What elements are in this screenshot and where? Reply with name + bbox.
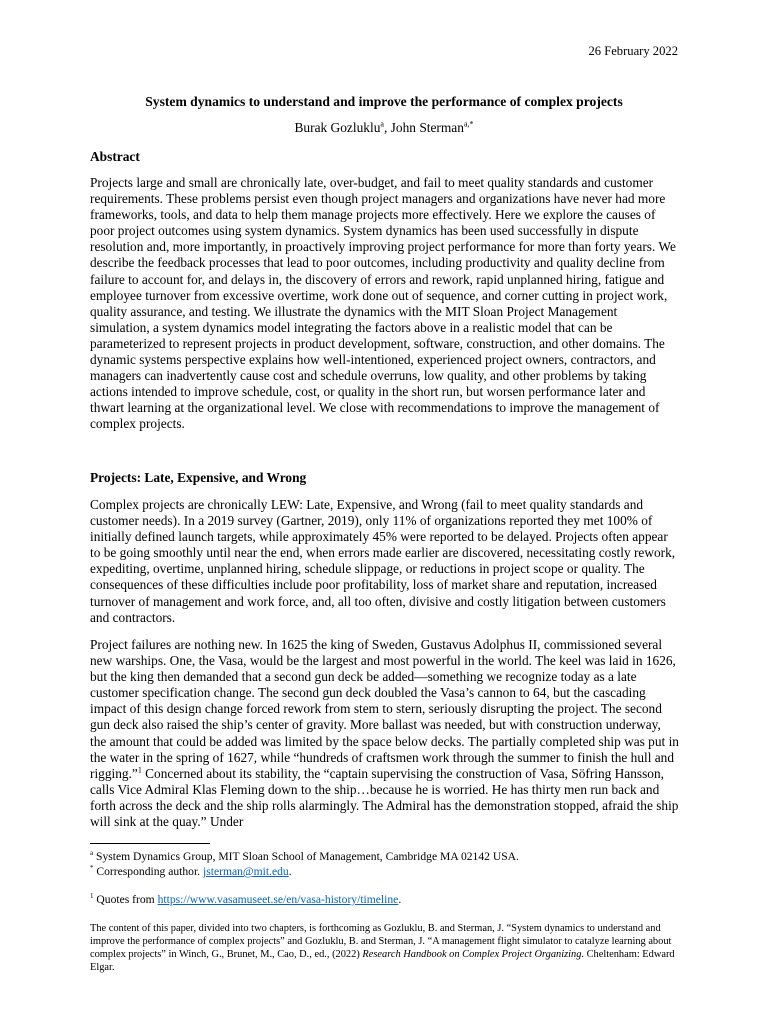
body-paragraph: Complex projects are chronically LEW: Late, Expensive, and Wrong (fail to meet quality standards and customer needs). In a 2019 survey (Gartner, 2019), only 11% of organizations reported they met 100% of initially defined launch targets, while approximately 45% were reported to be delayed. Projects often appear to be going smoothly until near the end, when errors made earlier are discovered, necessitating costly rework, expediting, overtime, unplanned hiring, schedule slippage, or reductions in project scope or quality. The consequences of these difficulties include poor profitability, loss of market share and reputation, increased turnover of management and work force, and, all too often, divisive and costly litigation between customers and contractors. (90, 497, 676, 625)
footnote-divider (90, 843, 210, 844)
footnote-1 (90, 893, 401, 907)
abstract-heading: Abstract (90, 149, 140, 164)
footnote-mark: a (90, 849, 94, 858)
author-affiliation-mark: a,* (463, 119, 474, 129)
publication-note (90, 922, 680, 974)
body-paragraph (90, 637, 680, 830)
footnote-text: Quotes from (93, 893, 158, 906)
paper-title: System dynamics to understand and improve the performance of complex projects (145, 94, 623, 109)
footnote-corresponding-author (90, 865, 292, 879)
paper-date: 26 February 2022 (588, 44, 678, 58)
footnote-text: . (398, 893, 402, 906)
email-link[interactable]: jsterman@mit.edu (202, 865, 289, 878)
author-line (90, 120, 678, 136)
body-text: Concerned about its stability, the “captain supervising the construction of Vasa, Söfring Hansson, calls Vice Admiral Klas Fleming down to the ship…because he is worried. He has thirty men run back and forth across the deck and the ship rolls alarmingly. The Admiral has the demonstration stopped, afraid the ship will sink at the quay.” Under (90, 765, 679, 830)
body-text: Project failures are nothing new. In 1625 the king of Sweden, Gustavus Adolphus II, commissioned several new warships. One, the Vasa, would be the largest and most powerful in the world. The keel was laid in 1626, but the king then demanded that a second gun deck be added—something we recognize today as a late customer specification change. The second gun deck doubled the Vasa’s cannon to 64, but the cascading impact of this design change forced rework from stem to stern, seriously disrupting the project. The second gun deck also raised the ship’s center of gravity. More ballast was needed, but with construction underway, the amount that could be added was limited by the space below decks. The partially completed ship was put in the water in the spring of 1627, while “hundreds of craftsmen work through the summer to finish the hull and rigging.” (90, 637, 679, 781)
author-name: Burak Gozluklu (294, 120, 381, 135)
footnote-mark: 1 (90, 892, 94, 901)
section-heading: Projects: Late, Expensive, and Wrong (90, 470, 307, 485)
footnote-affiliation (90, 850, 519, 864)
note-book-title: Research Handbook on Complex Project Organizing (362, 949, 582, 960)
vasa-timeline-link[interactable]: https://www.vasamuseet.se/en/vasa-history/timeline (157, 893, 399, 906)
author-separator: , (383, 120, 391, 135)
note-text: . Cheltenham: Edward Elgar. (90, 949, 675, 973)
footnote-text: . (288, 865, 292, 878)
author-affiliation-mark: a (380, 119, 384, 129)
abstract-paragraph: Projects large and small are chronically late, over-budget, and fail to meet quality standards and customer requirements. These problems persist even though project managers and organizations have never had more frameworks, tools, and data to help them manage projects more effectively. Here we explore the causes of poor project outcomes using system dynamics. System dynamics has been used successfully in dispute resolution and, more importantly, in proactively improving project performance for more than forty years. We describe the feedback processes that lead to poor outcomes, including productivity and quality decline from failure to account for, and delays in, the discovery of errors and rework, rapid unplanned hiring, fatigue and employee turnover from excessive overtime, work done out of sequence, and corner cutting in project work, quality assurance, and testing. We illustrate the dynamics with the MIT Sloan Project Management simulation, a system dynamics model integrating the factors above in a realistic model that can be parameterized to represent projects in product development, software, construction, and other domains. The dynamic systems perspective explains how well-intentioned, experienced project owners, contractors, and managers can inadvertently cause cost and schedule overruns, low quality, and other problems by taking actions intended to improve schedule, cost, or quality in the short run, but worsen performance later and thwart learning at the organizational level. We close with recommendations to improve the management of complex projects. (90, 175, 676, 432)
note-text: The content of this paper, divided into two chapters, is forthcoming as Gozluklu, B. and Sterman, J. “System dynamics to understand and improve the performance of complex projects” and Gozluklu, B. and Sterman, J. “A management flight simulator to catalyze learning about complex projects” in Winch, G., Brunet, M., Cao, D., ed., (2022) (90, 923, 672, 960)
author-name: John Sterman (390, 120, 464, 135)
footnote-reference[interactable]: 1 (137, 765, 142, 775)
footnote-mark: * (90, 864, 94, 873)
footnote-text: Corresponding author. (93, 865, 203, 878)
footnote-text: System Dynamics Group, MIT Sloan School of Management, Cambridge MA 02142 USA. (93, 850, 519, 863)
